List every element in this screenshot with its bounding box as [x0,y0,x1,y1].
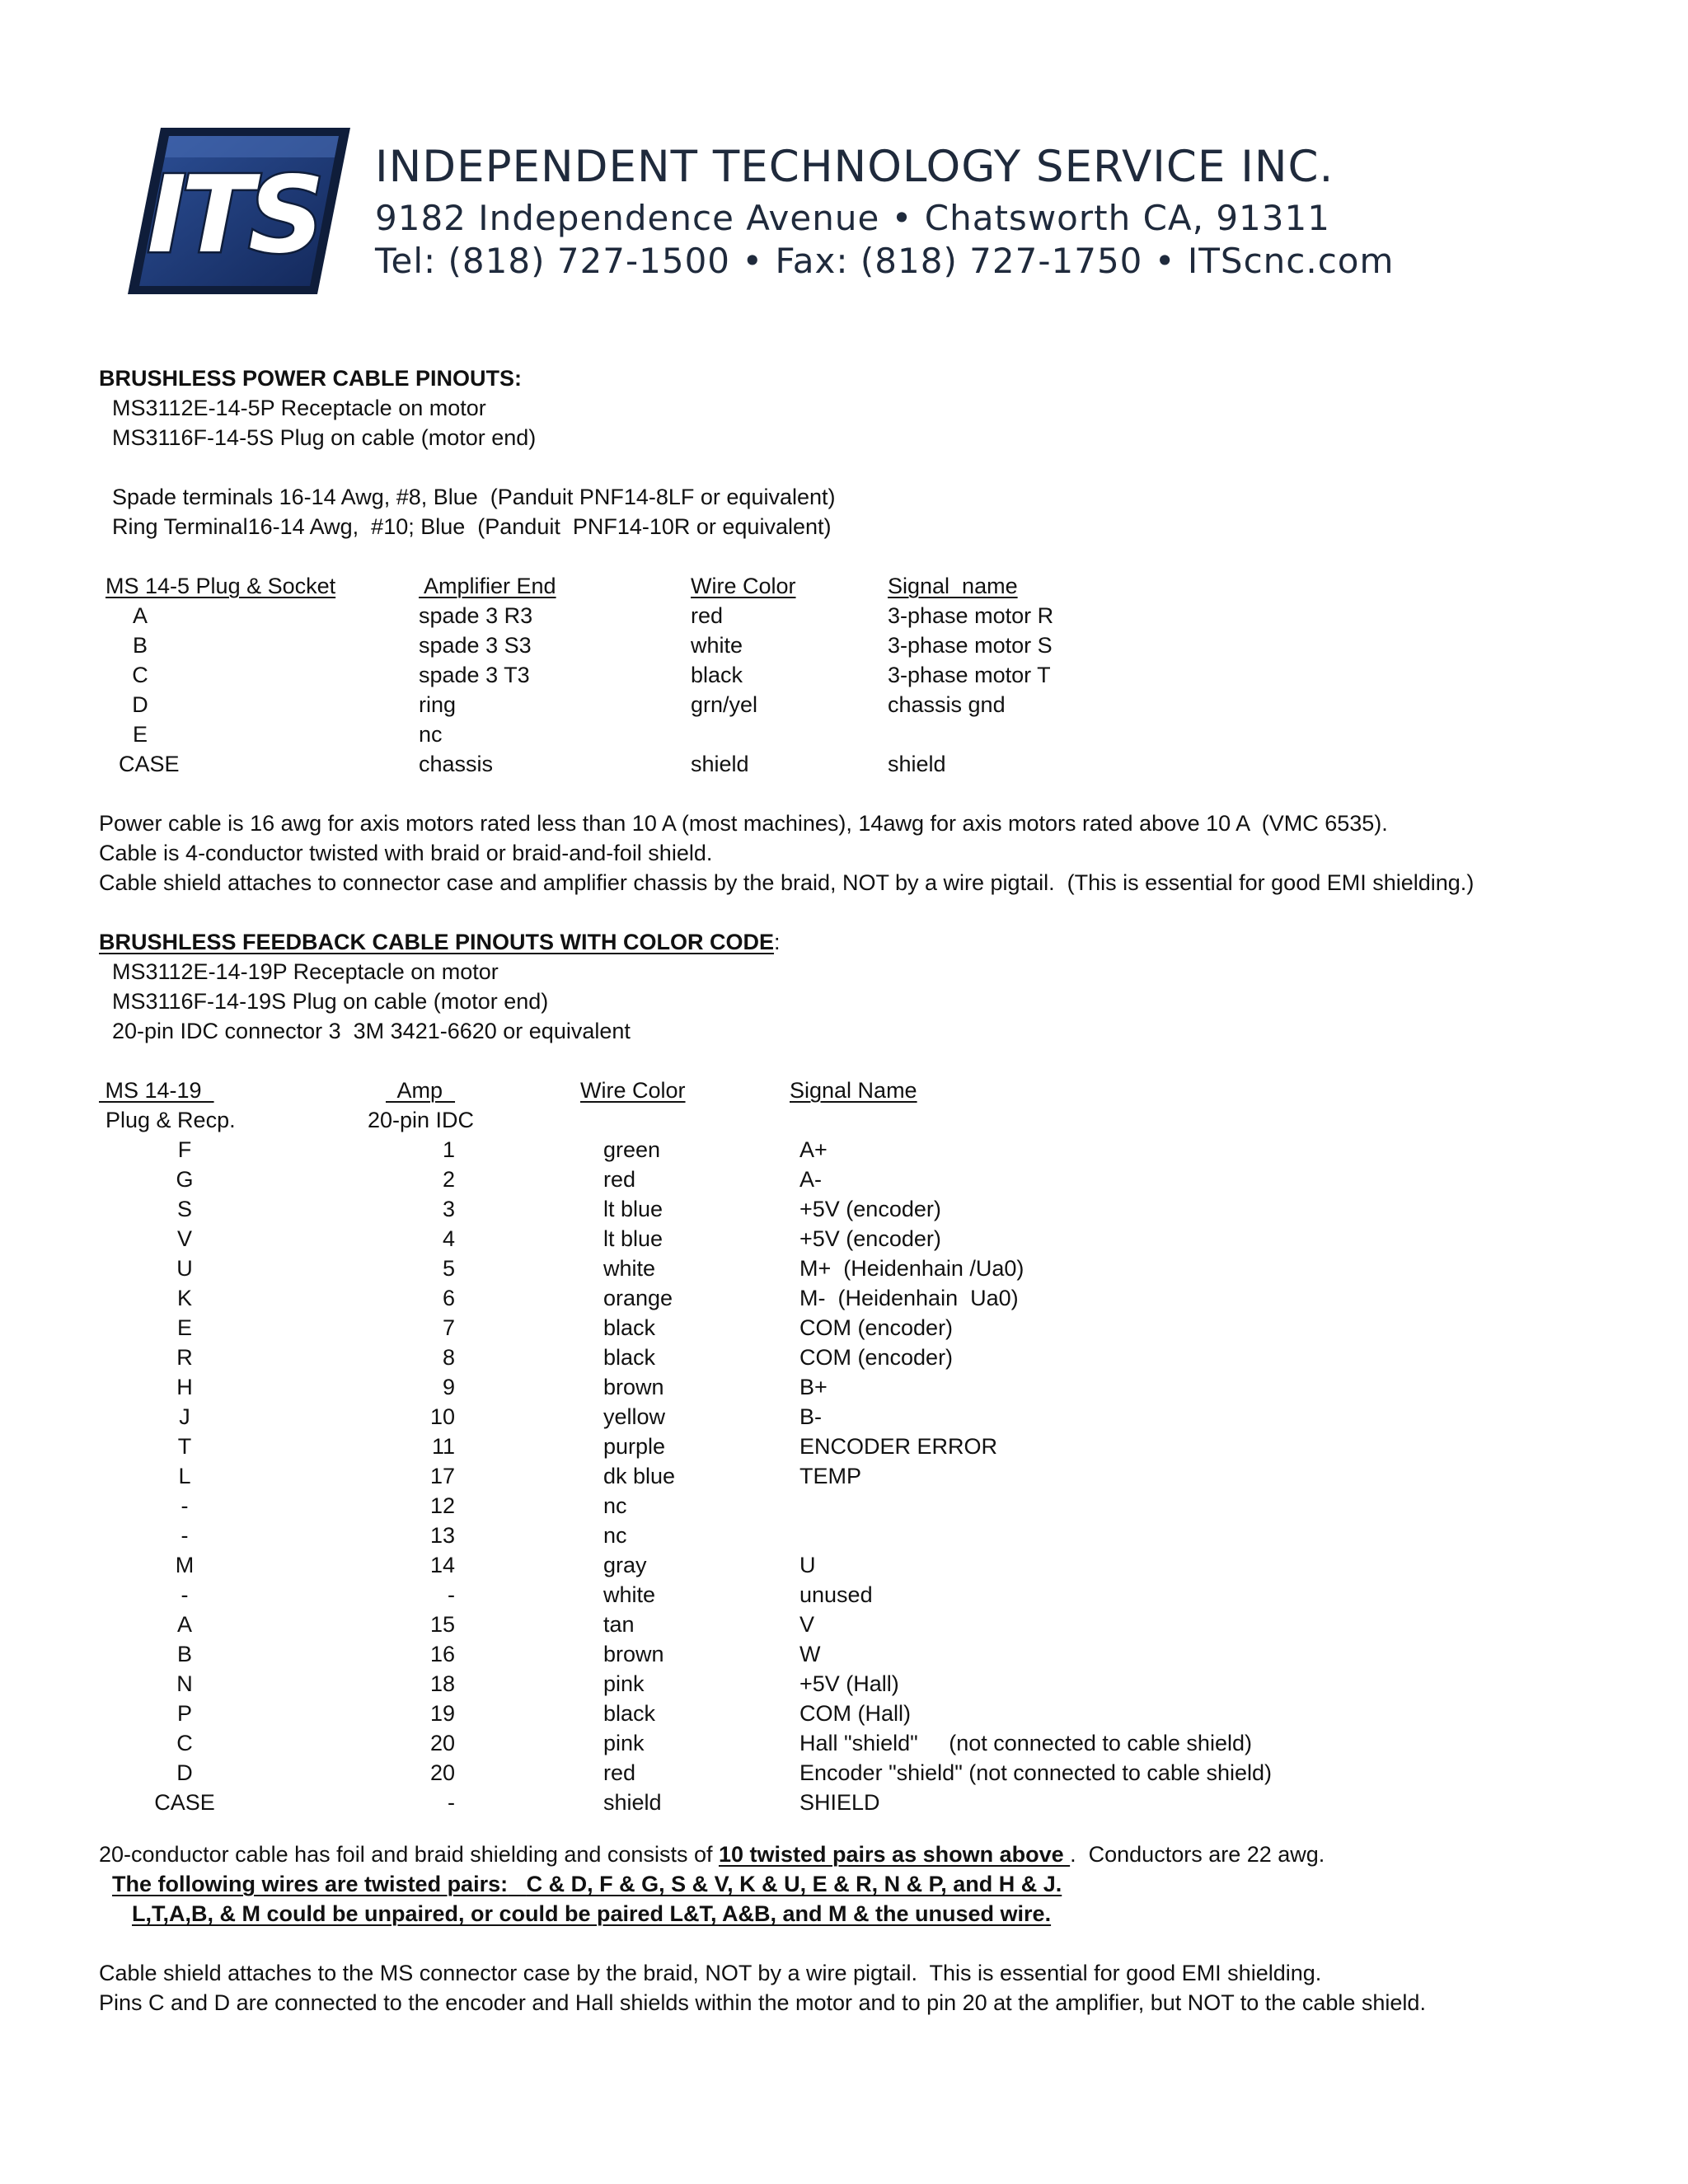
power-cell-color: red [691,603,724,628]
feedback-cell-pin: B [176,1642,192,1666]
power-cell-signal: chassis gnd [888,692,1006,717]
feedback-cell-idc: 6 [442,1286,455,1310]
power-cell-color: grn/yel [691,692,758,717]
feedback-cell-signal: +5V (encoder) [799,1226,941,1251]
power-note: Power cable is 16 awg for axis motors rated less than 10 A (most machines), 14awg for axis motors rated above 10 A (VMC 6535). [99,811,1388,836]
feedback-cell-pin: C [176,1731,193,1755]
feedback-cell-pin: E [176,1315,192,1340]
company-name: INDEPENDENT TECHNOLOGY SERVICE INC. [375,142,1334,192]
feedback-cell-pin: U [176,1256,193,1281]
logo-text: ITS [147,154,320,277]
power-cell-amp: nc [419,722,443,747]
power-cell-pin: D [132,692,148,717]
feedback-note: Pins C and D are connected to the encoder and Hall shields within the motor and to pin 20 at the amplifier, but NOT to the cable shield. [99,1990,1426,2015]
feedback-cell-color: red [603,1167,636,1192]
power-cell-signal: shield [888,752,946,776]
power-cell-amp: spade 3 T3 [419,663,530,687]
feedback-subcol-plug: Plug & Recp. [106,1108,236,1132]
power-col-plug: MS 14-5 Plug & Socket [106,574,336,598]
feedback-cell-signal: A+ [799,1137,828,1162]
twisted-pairs-label: The following wires are twisted pairs: [112,1872,509,1896]
feedback-cell-color: gray [603,1553,647,1577]
feedback-cell-signal: A- [799,1167,822,1192]
feedback-cell-pin: R [176,1345,193,1370]
feedback-cell-color: pink [603,1731,645,1755]
feedback-cell-signal: V [799,1612,815,1637]
power-cell-pin: E [132,722,148,747]
feedback-cell-color: brown [603,1642,664,1666]
feedback-line: MS3116F-14-19S Plug on cable (motor end) [112,989,549,1014]
feedback-cell-pin: CASE [154,1790,215,1815]
feedback-cell-pin: - [181,1523,189,1548]
feedback-cell-pin: T [177,1434,192,1459]
feedback-cell-signal: B- [799,1404,822,1429]
feedback-cell-signal: TEMP [799,1464,862,1488]
power-cell-amp: spade 3 S3 [419,633,532,658]
feedback-cell-color: purple [603,1434,666,1459]
feedback-col-signal: Signal Name [790,1078,917,1103]
feedback-cell-color: white [603,1582,656,1607]
power-cell-signal: 3-phase motor R [888,603,1054,628]
feedback-cell-color: brown [603,1375,664,1399]
feedback-summary [99,1844,1325,1866]
unpaired-note: L,T,A,B, & M could be unpaired, or could be paired L&T, A&B, and M & the unused wire. [132,1901,1052,1926]
power-col-color: Wire Color [691,574,796,598]
power-heading: BRUSHLESS POWER CABLE PINOUTS: [99,366,523,391]
feedback-cell-idc: 1 [442,1137,455,1162]
feedback-cell-idc: 19 [429,1701,455,1726]
feedback-cell-color: nc [603,1523,627,1548]
feedback-cell-pin: J [179,1404,190,1429]
feedback-cell-signal: B+ [799,1375,828,1399]
feedback-cell-pin: - [181,1493,189,1518]
feedback-cell-color: white [603,1256,656,1281]
feedback-cell-pin: A [176,1612,192,1637]
feedback-line: 20-pin IDC connector 3 3M 3421-6620 or equivalent [112,1019,631,1043]
power-col-amp: Amplifier End [419,574,556,598]
feedback-cell-color: shield [603,1790,662,1815]
feedback-cell-signal: unused [799,1582,873,1607]
feedback-cell-idc: 11 [431,1434,455,1459]
power-line: Ring Terminal16-14 Awg, #10; Blue (Panduit PNF14-10R or equivalent) [112,514,832,539]
feedback-cell-color: orange [603,1286,673,1310]
feedback-cell-color: yellow [603,1404,666,1429]
power-cell-pin: CASE [119,752,180,776]
feedback-cell-idc: 14 [429,1553,455,1577]
feedback-col-amp: Amp [386,1078,456,1103]
feedback-cell-idc: 20 [429,1760,455,1785]
power-cell-pin: B [132,633,148,658]
feedback-cell-pin: H [176,1375,193,1399]
feedback-cell-pin: - [181,1582,189,1607]
power-cell-color: shield [691,752,749,776]
feedback-cell-idc: 5 [442,1256,455,1281]
feedback-cell-color: dk blue [603,1464,676,1488]
feedback-cell-idc: 12 [429,1493,455,1518]
power-cell-amp: ring [419,692,457,717]
feedback-cell-color: red [603,1760,636,1785]
feedback-cell-idc: 20 [429,1731,455,1755]
feedback-subcol-idc: 20-pin IDC [368,1108,475,1132]
power-note: Cable shield attaches to connector case and amplifier chassis by the braid, NOT by a wire pigtail. (This is essential for good EMI shielding.) [99,870,1475,895]
feedback-cell-pin: P [176,1701,192,1726]
power-cell-color: black [691,663,743,687]
feedback-cell-idc: 16 [429,1642,455,1666]
feedback-cell-color: green [603,1137,661,1162]
feedback-cell-color: lt blue [603,1197,663,1221]
feedback-cell-color: tan [603,1612,635,1637]
feedback-cell-signal: Encoder "shield" (not connected to cable shield) [799,1760,1273,1785]
feedback-cell-signal: U [799,1553,816,1577]
feedback-cell-idc: 18 [429,1671,455,1696]
feedback-cell-idc: 15 [429,1612,455,1637]
twisted-pairs-line [112,1873,1062,1896]
feedback-cell-signal: M+ (Heidenhain /Ua0) [799,1256,1025,1281]
summary-emphasis: 10 twisted pairs as shown above [718,1842,1071,1867]
feedback-cell-idc: 8 [442,1345,455,1370]
power-line: Spade terminals 16-14 Awg, #8, Blue (Panduit PNF14-8LF or equivalent) [112,485,836,509]
feedback-cell-signal: M- (Heidenhain Ua0) [799,1286,1019,1310]
power-col-signal: Signal name [888,574,1018,598]
feedback-cell-pin: K [176,1286,192,1310]
power-cell-amp: chassis [419,752,494,776]
feedback-cell-idc: 13 [429,1523,455,1548]
feedback-cell-signal: Hall "shield" (not connected to cable shield) [799,1731,1252,1755]
feedback-cell-idc: 4 [442,1226,455,1251]
feedback-cell-signal: W [799,1642,821,1666]
feedback-note: Cable shield attaches to the MS connector case by the braid, NOT by a wire pigtail. This is essential for good EMI shielding. [99,1961,1322,1985]
feedback-cell-idc: 7 [442,1315,455,1340]
feedback-cell-signal: +5V (encoder) [799,1197,941,1221]
feedback-cell-pin: F [177,1137,192,1162]
feedback-col-ms: MS 14-19 [99,1078,214,1103]
feedback-cell-color: pink [603,1671,645,1696]
feedback-cell-pin: V [176,1226,192,1251]
company-address: 9182 Independence Avenue • Chatsworth CA, 91311 [375,198,1330,238]
company-contact: Tel: (818) 727-1500 • Fax: (818) 727-1750 • ITScnc.com [375,241,1395,281]
feedback-cell-color: black [603,1345,656,1370]
feedback-heading [99,931,781,954]
feedback-cell-pin: D [176,1760,193,1785]
feedback-cell-color: nc [603,1493,627,1518]
power-cell-amp: spade 3 R3 [419,603,533,628]
power-line: MS3112E-14-5P Receptacle on motor [112,396,486,420]
feedback-cell-color: black [603,1701,656,1726]
feedback-cell-idc: - [448,1582,455,1607]
twisted-pairs-value: C & D, F & G, S & V, K & U, E & R, N & P, and H & J. [526,1872,1062,1896]
power-cell-signal: 3-phase motor T [888,663,1051,687]
power-note: Cable is 4-conductor twisted with braid or braid-and-foil shield. [99,841,713,865]
power-cell-pin: C [132,663,148,687]
feedback-cell-signal: ENCODER ERROR [799,1434,998,1459]
its-logo [128,128,350,294]
feedback-heading-text: BRUSHLESS FEEDBACK CABLE PINOUTS WITH COLOR CODE [99,930,775,954]
feedback-cell-signal: +5V (Hall) [799,1671,899,1696]
feedback-cell-pin: G [176,1167,194,1192]
feedback-cell-idc: 3 [442,1197,455,1221]
feedback-col-color: Wire Color [580,1078,686,1103]
feedback-cell-signal: COM (Hall) [799,1701,911,1726]
power-cell-pin: A [132,603,148,628]
feedback-cell-idc: 2 [442,1167,455,1192]
feedback-cell-pin: M [175,1553,195,1577]
power-cell-color: white [691,633,743,658]
summary-text: 20-conductor cable has foil and braid shielding and consists of [99,1842,719,1867]
feedback-cell-idc: 9 [442,1375,455,1399]
feedback-cell-idc: 17 [429,1464,455,1488]
feedback-cell-signal: SHIELD [799,1790,880,1815]
feedback-heading-colon: : [774,930,781,954]
power-line: MS3116F-14-5S Plug on cable (motor end) [112,425,537,450]
feedback-cell-color: black [603,1315,656,1340]
feedback-cell-signal: COM (encoder) [799,1315,954,1340]
power-cell-signal: 3-phase motor S [888,633,1053,658]
summary-tail: . Conductors are 22 awg. [1070,1842,1325,1867]
feedback-line: MS3112E-14-19P Receptacle on motor [112,959,499,984]
feedback-cell-pin: N [176,1671,193,1696]
feedback-cell-pin: L [178,1464,191,1488]
feedback-cell-idc: - [448,1790,455,1815]
feedback-cell-color: lt blue [603,1226,663,1251]
feedback-cell-idc: 10 [429,1404,455,1429]
feedback-cell-pin: S [176,1197,192,1221]
feedback-cell-signal: COM (encoder) [799,1345,954,1370]
